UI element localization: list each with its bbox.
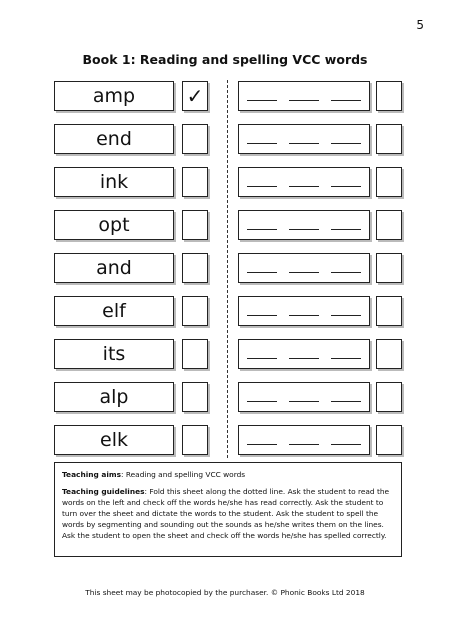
read-check-box[interactable] xyxy=(182,296,208,326)
spell-check-box[interactable] xyxy=(376,425,402,455)
spell-check-box[interactable] xyxy=(376,167,402,197)
write-line xyxy=(247,444,277,445)
write-line xyxy=(247,401,277,402)
write-line xyxy=(289,444,319,445)
word-box: amp xyxy=(54,81,174,111)
write-line xyxy=(331,358,361,359)
write-line xyxy=(289,143,319,144)
spelling-write-box[interactable] xyxy=(238,382,370,412)
spell-check-box[interactable] xyxy=(376,296,402,326)
word-row xyxy=(54,382,402,412)
write-line xyxy=(289,401,319,402)
write-line xyxy=(331,401,361,402)
read-check-box[interactable]: ✓ xyxy=(182,81,208,111)
word-box: end xyxy=(54,124,174,154)
spelling-write-box[interactable] xyxy=(238,210,370,240)
teaching-info-box xyxy=(54,462,402,557)
write-line xyxy=(331,143,361,144)
write-line xyxy=(247,315,277,316)
write-line xyxy=(289,315,319,316)
word-box: elk xyxy=(54,425,174,455)
word-box: its xyxy=(54,339,174,369)
write-line xyxy=(247,100,277,101)
word-row xyxy=(54,210,402,240)
word-row xyxy=(54,81,402,111)
page-number: 5 xyxy=(416,18,424,32)
spelling-write-box[interactable] xyxy=(238,339,370,369)
write-line xyxy=(247,358,277,359)
word-box: ink xyxy=(54,167,174,197)
spell-check-box[interactable] xyxy=(376,339,402,369)
write-line xyxy=(331,100,361,101)
word-box: and xyxy=(54,253,174,283)
write-line xyxy=(289,272,319,273)
write-line xyxy=(331,272,361,273)
write-line xyxy=(289,186,319,187)
spell-check-box[interactable] xyxy=(376,210,402,240)
read-check-box[interactable] xyxy=(182,210,208,240)
read-check-box[interactable] xyxy=(182,167,208,197)
teaching-guidelines-text: : Fold this sheet along the dotted line. Ask the student to read the words on the left and check off the words he/she has read correctly. Ask the student to turn over the sheet and dictate the words to the student. Ask the student to spell the words by segmenting and sounding out the sounds as he/she writes them on the lines. Ask the student to open the sheet and check off the words he/she has spelled correctly. xyxy=(62,487,390,540)
teaching-aims-text: : Reading and spelling VCC words xyxy=(120,470,246,479)
word-row xyxy=(54,253,402,283)
spell-check-box[interactable] xyxy=(376,81,402,111)
teaching-guidelines xyxy=(62,486,394,541)
spell-check-box[interactable] xyxy=(376,382,402,412)
spelling-write-box[interactable] xyxy=(238,124,370,154)
read-check-box[interactable] xyxy=(182,425,208,455)
word-row xyxy=(54,124,402,154)
word-row xyxy=(54,339,402,369)
spelling-write-box[interactable] xyxy=(238,81,370,111)
spell-check-box[interactable] xyxy=(376,253,402,283)
word-row xyxy=(54,296,402,326)
write-line xyxy=(289,229,319,230)
spelling-write-box[interactable] xyxy=(238,167,370,197)
word-box: alp xyxy=(54,382,174,412)
spelling-write-box[interactable] xyxy=(238,425,370,455)
word-box: opt xyxy=(54,210,174,240)
copyright-footer: This sheet may be photocopied by the purchaser. © Phonic Books Ltd 2018 xyxy=(85,588,365,597)
teaching-guidelines-label: Teaching guidelines xyxy=(62,487,145,496)
teaching-aims-label: Teaching aims xyxy=(62,470,121,479)
spelling-write-box[interactable] xyxy=(238,296,370,326)
read-check-box[interactable] xyxy=(182,382,208,412)
write-line xyxy=(247,272,277,273)
page-title: Book 1: Reading and spelling VCC words xyxy=(82,52,368,67)
write-line xyxy=(331,186,361,187)
write-line xyxy=(331,229,361,230)
write-line xyxy=(289,100,319,101)
teaching-aims xyxy=(62,469,394,480)
read-check-box[interactable] xyxy=(182,339,208,369)
write-line xyxy=(247,229,277,230)
write-line xyxy=(247,186,277,187)
word-box: elf xyxy=(54,296,174,326)
write-line xyxy=(247,143,277,144)
spelling-write-box[interactable] xyxy=(238,253,370,283)
write-line xyxy=(289,358,319,359)
word-row xyxy=(54,167,402,197)
write-line xyxy=(331,444,361,445)
read-check-box[interactable] xyxy=(182,124,208,154)
word-row xyxy=(54,425,402,455)
spell-check-box[interactable] xyxy=(376,124,402,154)
read-check-box[interactable] xyxy=(182,253,208,283)
write-line xyxy=(331,315,361,316)
